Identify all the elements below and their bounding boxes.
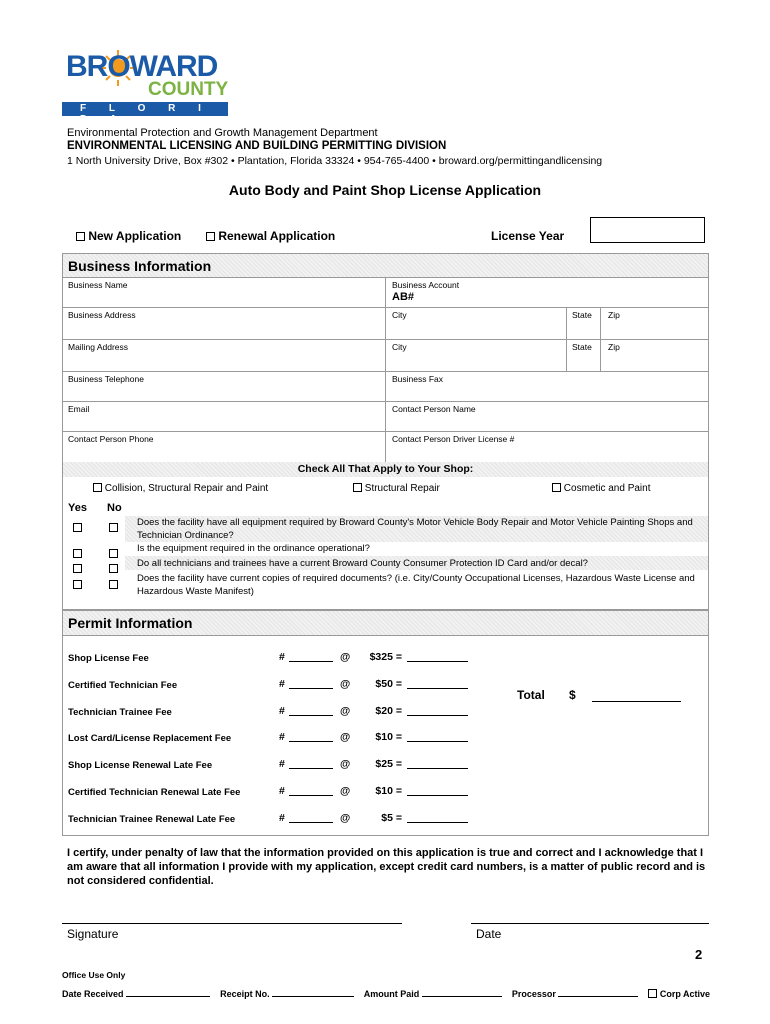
fee-at: @ [340, 678, 351, 690]
office-use-heading: Office Use Only [62, 970, 126, 980]
row-business-name [63, 277, 708, 308]
contact-license-label: Contact Person Driver License # [392, 434, 515, 444]
renewal-application-label: Renewal Application [218, 229, 336, 243]
department-address: 1 North University Drive, Box #302 • Plantation, Florida 33324 • 954-765-4400 • broward.org/permittingandlicensing [67, 155, 603, 167]
yes-column-label: Yes [68, 502, 87, 514]
business-name-label: Business Name [68, 280, 128, 290]
fee-label: Shop License Fee [68, 653, 149, 664]
page-number: 2 [695, 947, 703, 962]
fee-subtotal-field[interactable] [407, 661, 468, 662]
business-zip-label: Zip [608, 310, 620, 320]
fee-hash: # [279, 705, 285, 717]
structural-label: Structural Repair [364, 483, 440, 494]
business-fax-label: Business Fax [392, 374, 444, 384]
date-received-field[interactable] [126, 996, 210, 997]
question-2-text: Is the equipment required in the ordinance operational? [137, 543, 370, 554]
division-name: ENVIRONMENTAL LICENSING AND BUILDING PERMITTING DIVISION [67, 140, 447, 152]
corp-active-checkbox[interactable] [648, 989, 657, 998]
row-telephone [63, 371, 708, 402]
fee-label: Technician Trainee Renewal Late Fee [68, 814, 236, 825]
mailing-city-label: City [392, 342, 407, 352]
department-name: Environmental Protection and Growth Management Department [67, 127, 378, 139]
fee-hash: # [279, 651, 285, 663]
total-field[interactable] [592, 690, 681, 702]
total-dollar-sign: $ [569, 688, 576, 702]
fee-label: Technician Trainee Fee [68, 707, 172, 718]
fee-hash: # [279, 812, 285, 824]
fee-label: Certified Technician Fee [68, 680, 178, 691]
cosmetic-checkbox[interactable] [552, 483, 561, 492]
fee-quantity-field[interactable] [289, 795, 333, 796]
row-contact-phone [63, 431, 708, 463]
permit-information-heading: Permit Information [68, 615, 193, 631]
fee-label: Certified Technician Renewal Late Fee [68, 787, 241, 798]
business-address-label: Business Address [68, 310, 136, 320]
date-label: Date [476, 927, 502, 941]
fee-at: @ [340, 731, 351, 743]
fee-at: @ [340, 651, 351, 663]
new-application-option[interactable] [76, 229, 181, 243]
date-line[interactable] [471, 923, 709, 924]
q1-no-checkbox[interactable] [109, 518, 118, 536]
date-received-label: Date Received [62, 989, 124, 999]
fee-quantity-field[interactable] [289, 688, 333, 689]
q1-yes-checkbox[interactable] [73, 518, 82, 536]
logo-word-florida: F L O R I D A [80, 103, 211, 125]
fee-at: @ [340, 812, 351, 824]
fee-subtotal-field[interactable] [407, 688, 468, 689]
license-year-field[interactable] [590, 217, 705, 243]
fee-quantity-field[interactable] [289, 661, 333, 662]
row-mailing-address [63, 339, 708, 372]
processor-field[interactable] [558, 996, 638, 997]
fee-quantity-field[interactable] [289, 768, 333, 769]
permit-information-section [62, 610, 709, 836]
fee-label: Lost Card/License Replacement Fee [68, 733, 232, 744]
fee-subtotal-field[interactable] [407, 822, 468, 823]
signature-label: Signature [67, 927, 119, 941]
receipt-no-label: Receipt No. [220, 989, 270, 999]
processor-label: Processor [511, 989, 556, 999]
amount-paid-label: Amount Paid [363, 989, 420, 999]
fee-amount: $20 = [375, 705, 402, 717]
new-application-checkbox[interactable] [76, 232, 85, 241]
cosmetic-label: Cosmetic and Paint [563, 483, 651, 494]
fee-at: @ [340, 705, 351, 717]
row-email [63, 401, 708, 432]
license-year-label: License Year [491, 229, 565, 243]
business-information-section [62, 253, 709, 610]
fee-amount: $25 = [375, 758, 402, 770]
business-information-heading: Business Information [68, 258, 212, 274]
page-title: Auto Body and Paint Shop License Application [228, 182, 542, 198]
question-3-text: Do all technicians and trainees have a current Broward County Consumer Protection ID Card and/or decal? [137, 558, 588, 569]
fee-hash: # [279, 731, 285, 743]
logo-word-county: COUNTY [148, 79, 229, 100]
fee-quantity-field[interactable] [289, 715, 333, 716]
shop-option-structural[interactable] [353, 483, 440, 494]
certification-statement: I certify, under penalty of law that the information provided on this application is true and correct and I acknowledge that I am aware that all information I provide with my application, except credit card numbers, is a matter of public record and is not considered confidential. [67, 847, 706, 887]
fee-at: @ [340, 785, 351, 797]
mailing-zip-label: Zip [608, 342, 620, 352]
fee-hash: # [279, 785, 285, 797]
fee-amount: $10 = [375, 785, 402, 797]
fee-amount: $5 = [381, 812, 402, 824]
total-label: Total [517, 688, 545, 702]
mailing-address-label: Mailing Address [68, 342, 129, 352]
collision-label: Collision, Structural Repair and Paint [104, 483, 269, 494]
new-application-label: New Application [88, 229, 182, 243]
contact-phone-label: Contact Person Phone [68, 434, 154, 444]
logo-word-broward: BROWARD [66, 50, 218, 83]
shop-option-cosmetic[interactable] [552, 483, 651, 494]
renewal-application-option[interactable] [206, 229, 335, 243]
fee-hash: # [279, 678, 285, 690]
fee-subtotal-field[interactable] [407, 768, 468, 769]
fee-subtotal-field[interactable] [407, 741, 468, 742]
shop-type-header [63, 462, 708, 477]
office-use-row [62, 989, 710, 999]
question-1-text: Does the facility have all equipment required by Broward County's Motor Vehicle Body Repair and Motor Vehicle Painting Shops and Technician Ordinance? [137, 517, 693, 541]
q4-yes-checkbox[interactable] [73, 575, 82, 593]
corp-active-label: Corp Active [659, 989, 711, 999]
fee-subtotal-field[interactable] [407, 715, 468, 716]
structural-checkbox[interactable] [353, 483, 362, 492]
fee-amount: $325 = [369, 651, 402, 663]
renewal-application-checkbox[interactable] [206, 232, 215, 241]
row-business-address [63, 307, 708, 340]
shop-option-collision[interactable] [93, 483, 268, 494]
mailing-state-label: State [572, 342, 592, 352]
shop-type-heading: Check All That Apply to Your Shop: [297, 463, 474, 475]
fee-subtotal-field[interactable] [407, 795, 468, 796]
fee-at: @ [340, 758, 351, 770]
q4-no-checkbox[interactable] [109, 575, 118, 593]
fee-hash: # [279, 758, 285, 770]
receipt-no-field[interactable] [272, 996, 354, 997]
business-city-label: City [392, 310, 407, 320]
business-state-label: State [572, 310, 592, 320]
business-account-label: Business Account [392, 280, 460, 290]
business-account-prefix: AB# [392, 291, 415, 303]
collision-checkbox[interactable] [93, 483, 102, 492]
fee-quantity-field[interactable] [289, 822, 333, 823]
fee-amount: $50 = [375, 678, 402, 690]
contact-person-name-label: Contact Person Name [392, 404, 476, 414]
business-information-header [63, 254, 708, 278]
business-telephone-label: Business Telephone [68, 374, 144, 384]
signature-line[interactable] [62, 923, 402, 924]
fee-quantity-field[interactable] [289, 741, 333, 742]
fee-label: Shop License Renewal Late Fee [68, 760, 213, 771]
no-column-label: No [107, 502, 122, 514]
permit-information-header [63, 611, 708, 636]
broward-county-logo [62, 46, 234, 125]
question-4-text: Does the facility have current copies of required documents? (i.e. City/County Occupational Licenses, Hazardous Waste License and Hazardous Waste Manifest) [137, 573, 695, 597]
email-label: Email [68, 404, 90, 414]
amount-paid-field[interactable] [422, 996, 502, 997]
fee-amount: $10 = [375, 731, 402, 743]
